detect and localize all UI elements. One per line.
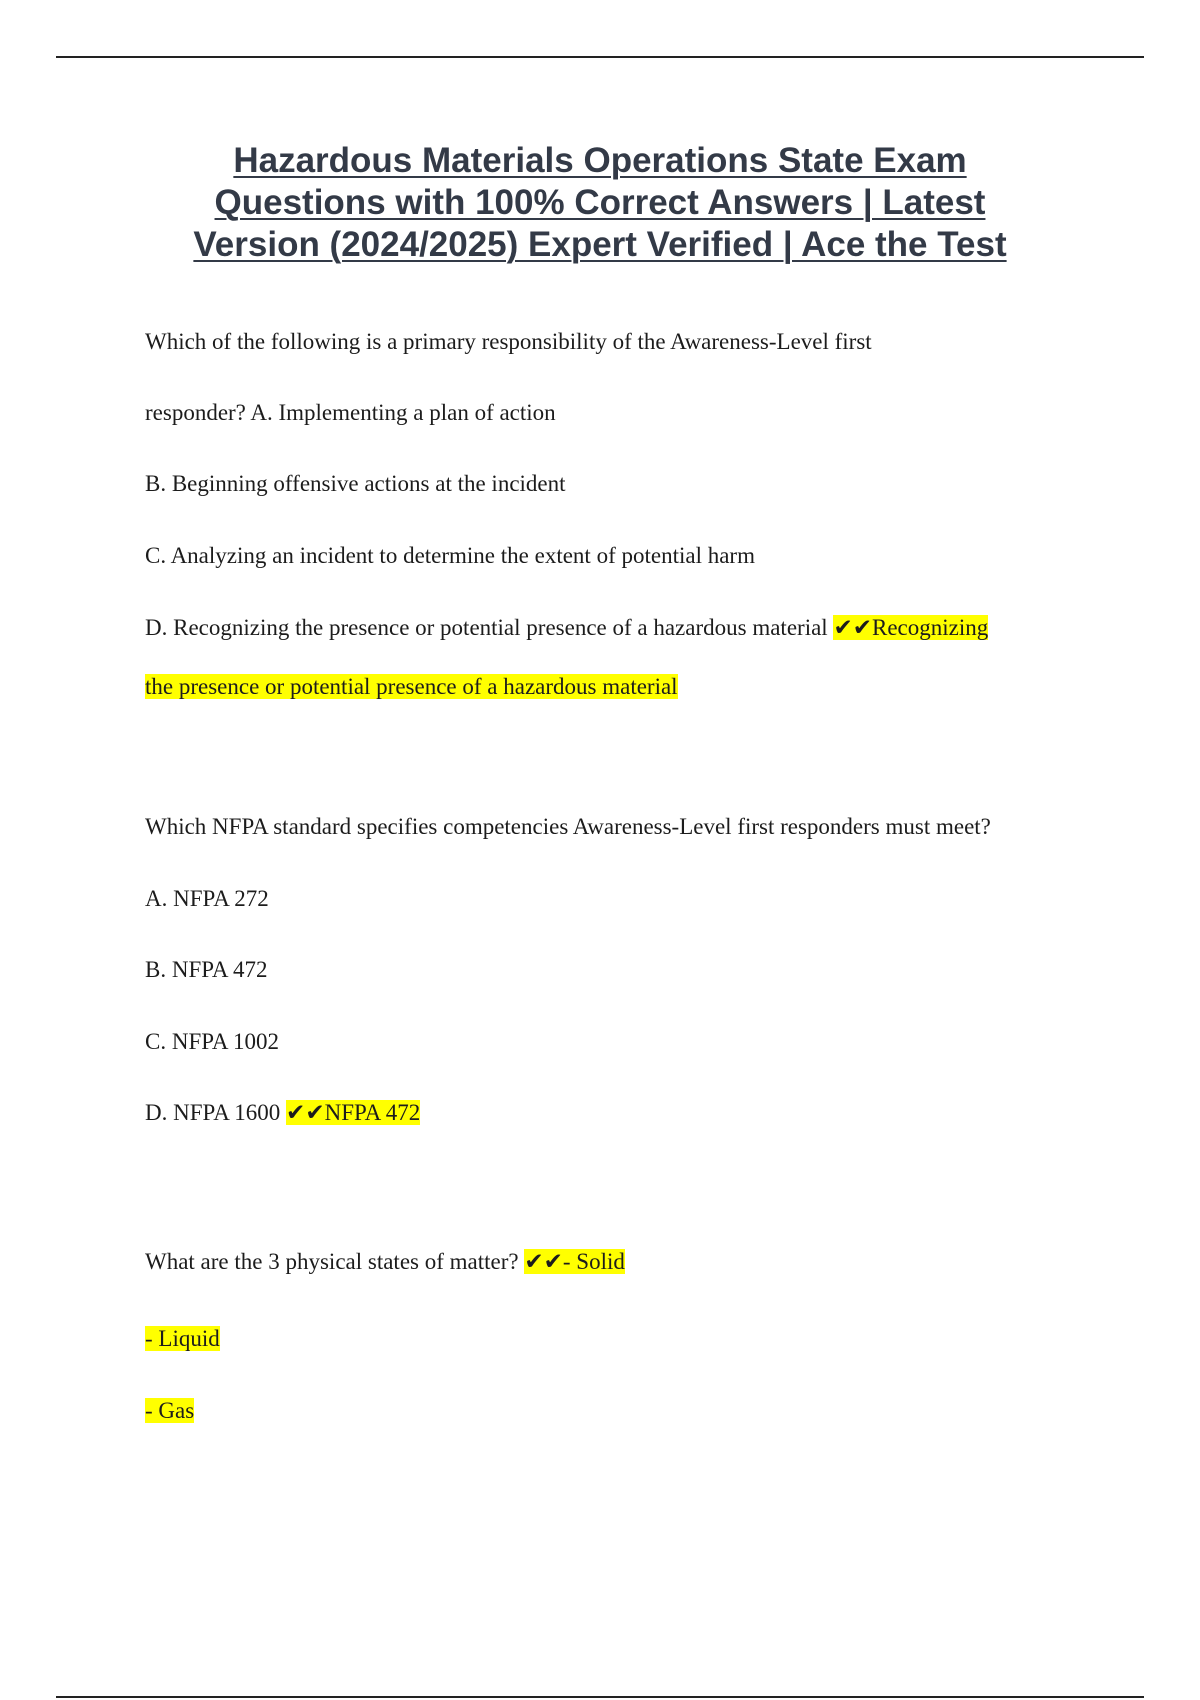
option-c: C. Analyzing an incident to determine the extent of potential harm <box>145 543 755 568</box>
answer-highlight: ✔✔- Solid <box>524 1249 625 1274</box>
answer-highlight: - Gas <box>145 1398 195 1423</box>
answer-line <box>145 1324 220 1354</box>
answer-line <box>145 1396 194 1426</box>
question-text <box>145 1247 625 1277</box>
question-text: Which NFPA standard specifies competencies Awareness-Level first responders must meet? <box>145 814 991 839</box>
answer-highlight: - Liquid <box>145 1326 220 1351</box>
title-line: Questions with 100% Correct Answers | Latest <box>214 183 986 222</box>
answer-highlight: ✔✔Recognizing <box>833 615 989 640</box>
option-d <box>145 1098 420 1128</box>
option-d <box>145 613 988 643</box>
option-c: C. NFPA 1002 <box>145 1029 280 1054</box>
answer-highlight: the presence or potential presence of a hazardous material <box>145 674 678 699</box>
option-b: B. NFPA 472 <box>145 957 268 982</box>
option-a: A. NFPA 272 <box>145 886 269 911</box>
answer-highlight: ✔✔NFPA 472 <box>286 1100 421 1125</box>
title-line: Hazardous Materials Operations State Exam <box>233 141 967 180</box>
option-d-text: D. NFPA 1600 <box>145 1100 281 1125</box>
option-d-text: D. Recognizing the presence or potential presence of a hazardous material <box>145 615 828 640</box>
question-stem: What are the 3 physical states of matter? <box>145 1249 519 1274</box>
answer-continuation <box>145 672 678 702</box>
question-text: Which of the following is a primary responsibility of the Awareness-Level first <box>145 329 872 354</box>
footer-rule <box>56 1696 1144 1698</box>
title-line: Version (2024/2025) Expert Verified | Ace the Test <box>193 225 1007 264</box>
document-title <box>100 140 1100 266</box>
question-text: responder? A. Implementing a plan of action <box>145 400 556 425</box>
option-b: B. Beginning offensive actions at the incident <box>145 471 566 496</box>
header-rule <box>56 56 1144 58</box>
